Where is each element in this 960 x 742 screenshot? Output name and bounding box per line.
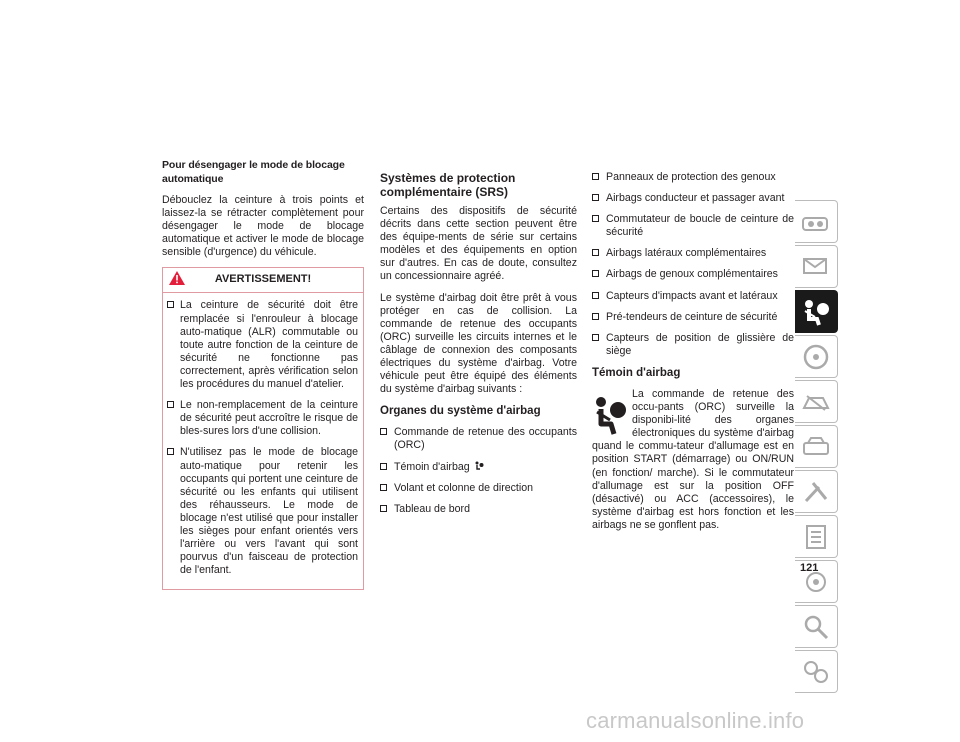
tab-safety[interactable]	[795, 290, 838, 333]
subheading-airbag-components: Organes du système d'airbag	[380, 405, 541, 418]
tab-specifications[interactable]	[795, 515, 838, 558]
column-left	[162, 158, 364, 590]
list-item: Commutateur de boucle de ceinture de sécurité	[592, 213, 794, 239]
tools-icon	[801, 479, 831, 505]
tab-driving[interactable]	[795, 335, 838, 378]
watermark: carmanualsonline.info	[586, 708, 805, 733]
list-item: Capteurs de position de glissière de siège	[592, 332, 794, 358]
checkbox-bullet-icon	[380, 505, 387, 512]
chapter-tabs	[795, 200, 840, 695]
paragraph-airbag-indicator: La commande de retenue des occu-pants (ORC) surveille la disponibi-lité des organes électroniques du système d'airbag quand le commu-tateur d'allumage est en position START (démarrage) ou ON/RUN (en fonction/ marche). Si le commutateur d'allumage est sur la position OFF (désactivé) ou ACC (accessoires), le système d'airbag est hors fonction et les airbags ne se gonflent pas.	[592, 387, 794, 531]
list-item: Panneaux de protection des genoux	[592, 171, 794, 184]
airbag-seatbelt-icon	[800, 298, 832, 326]
list-item: Volant et colonne de direction	[380, 482, 577, 495]
checkbox-bullet-icon	[380, 463, 387, 470]
list-item: Tableau de bord	[380, 503, 577, 516]
checkbox-bullet-icon	[592, 334, 599, 341]
car-dashboard-icon	[801, 210, 831, 234]
car-service-icon	[801, 435, 831, 459]
car-warning-icon	[801, 390, 831, 414]
list-item: Commande de retenue des occupants (ORC)	[380, 426, 577, 452]
list-item: Témoin d'airbag	[380, 461, 577, 474]
tab-messages[interactable]	[795, 245, 838, 288]
column-middle	[380, 171, 577, 524]
checkbox-bullet-icon	[592, 215, 599, 222]
paragraph-srs-intro: Certains des dispositifs de sécurité décrits dans cette section peuvent être des équipe-ments de série sur certains modèles et des équipements en option sur d'autres. En cas de doute, consultez un concessionnaire agréé.	[380, 205, 577, 283]
warning-title: AVERTISSEMENT!	[214, 273, 312, 286]
checkbox-bullet-icon	[167, 301, 174, 308]
warning-box	[162, 267, 364, 590]
tab-dashboard[interactable]	[795, 200, 838, 243]
list-item: Airbags conducteur et passager avant	[592, 192, 794, 205]
car-message-icon	[801, 255, 831, 279]
warning-item: N'utilisez pas le mode de blocage auto-matique pour retenir les occupants qui portent une ceinture de sécurité ou les enfants qui utilisent des réhausseurs. Le mode de blocage n'est utilisé que pour installer les sièges pour enfant orientés vers l'arrière ou vers l'avant qui sont pourvus d'un faisceau de protection de l'enfant.	[167, 446, 358, 577]
list-item: Airbags de genoux complémentaires	[592, 268, 794, 281]
subheading-airbag-indicator: Témoin d'airbag	[592, 366, 681, 379]
tab-maintenance[interactable]	[795, 470, 838, 513]
steering-wheel-icon	[801, 343, 831, 371]
tab-languages[interactable]	[795, 650, 838, 693]
paragraph-srs-system: Le système d'airbag doit être prêt à vous protéger en cas de collision. La commande de retenue des occupants (ORC) surveille les circuits internes et le câblage de connexion des composants électriques du système d'airbag. Votre véhicule peut être équipé des éléments du système d'airbag suivants :	[380, 291, 577, 396]
tab-service[interactable]	[795, 425, 838, 468]
section-heading-srs: Systèmes de protection complémentaire (SRS)	[380, 171, 516, 199]
tab-index[interactable]	[795, 605, 838, 648]
checkbox-bullet-icon	[167, 401, 174, 408]
airbag-warning-icon	[592, 394, 628, 436]
page-number: 121	[800, 562, 819, 574]
list-item: Capteurs d'impacts avant et latéraux	[592, 290, 794, 303]
checkbox-bullet-icon	[380, 484, 387, 491]
checklist-icon	[801, 523, 831, 551]
checkbox-bullet-icon	[592, 194, 599, 201]
checkbox-bullet-icon	[592, 270, 599, 277]
paragraph-unlock: Débouclez la ceinture à trois points et laissez-la se rétracter complètement pour désengager le mode de blocage automatique et activer le mode de blocage sensible (d'urgence) du véhicule.	[162, 194, 364, 259]
checkbox-bullet-icon	[380, 428, 387, 435]
checkbox-bullet-icon	[167, 448, 174, 455]
checkbox-bullet-icon	[592, 173, 599, 180]
airbag-indicator-icon	[475, 461, 484, 471]
language-icon	[801, 658, 831, 686]
warning-item: Le non-remplacement de la ceinture de sécurité peut accroître le risque de bles-sures lors d'une collision.	[167, 399, 358, 438]
column-right	[592, 171, 794, 540]
section-heading-unlock: Pour désengager le mode de blocage automatique	[162, 159, 345, 185]
checkbox-bullet-icon	[592, 292, 599, 299]
checkbox-bullet-icon	[592, 249, 599, 256]
tab-warnings[interactable]	[795, 380, 838, 423]
warning-item: La ceinture de sécurité doit être remplacée si l'enrouleur à blocage auto-matique (ALR) commutable ou toute autre fonction de la ceinture de sécurité ne fonctionne pas correctement, après vérification selon les procédures du manuel d'atelier.	[167, 299, 358, 391]
checkbox-bullet-icon	[592, 313, 599, 320]
list-item: Airbags latéraux complémentaires	[592, 247, 794, 260]
list-item: Pré-tendeurs de ceinture de sécurité	[592, 311, 794, 324]
search-icon	[801, 613, 831, 641]
warning-header	[163, 268, 363, 293]
